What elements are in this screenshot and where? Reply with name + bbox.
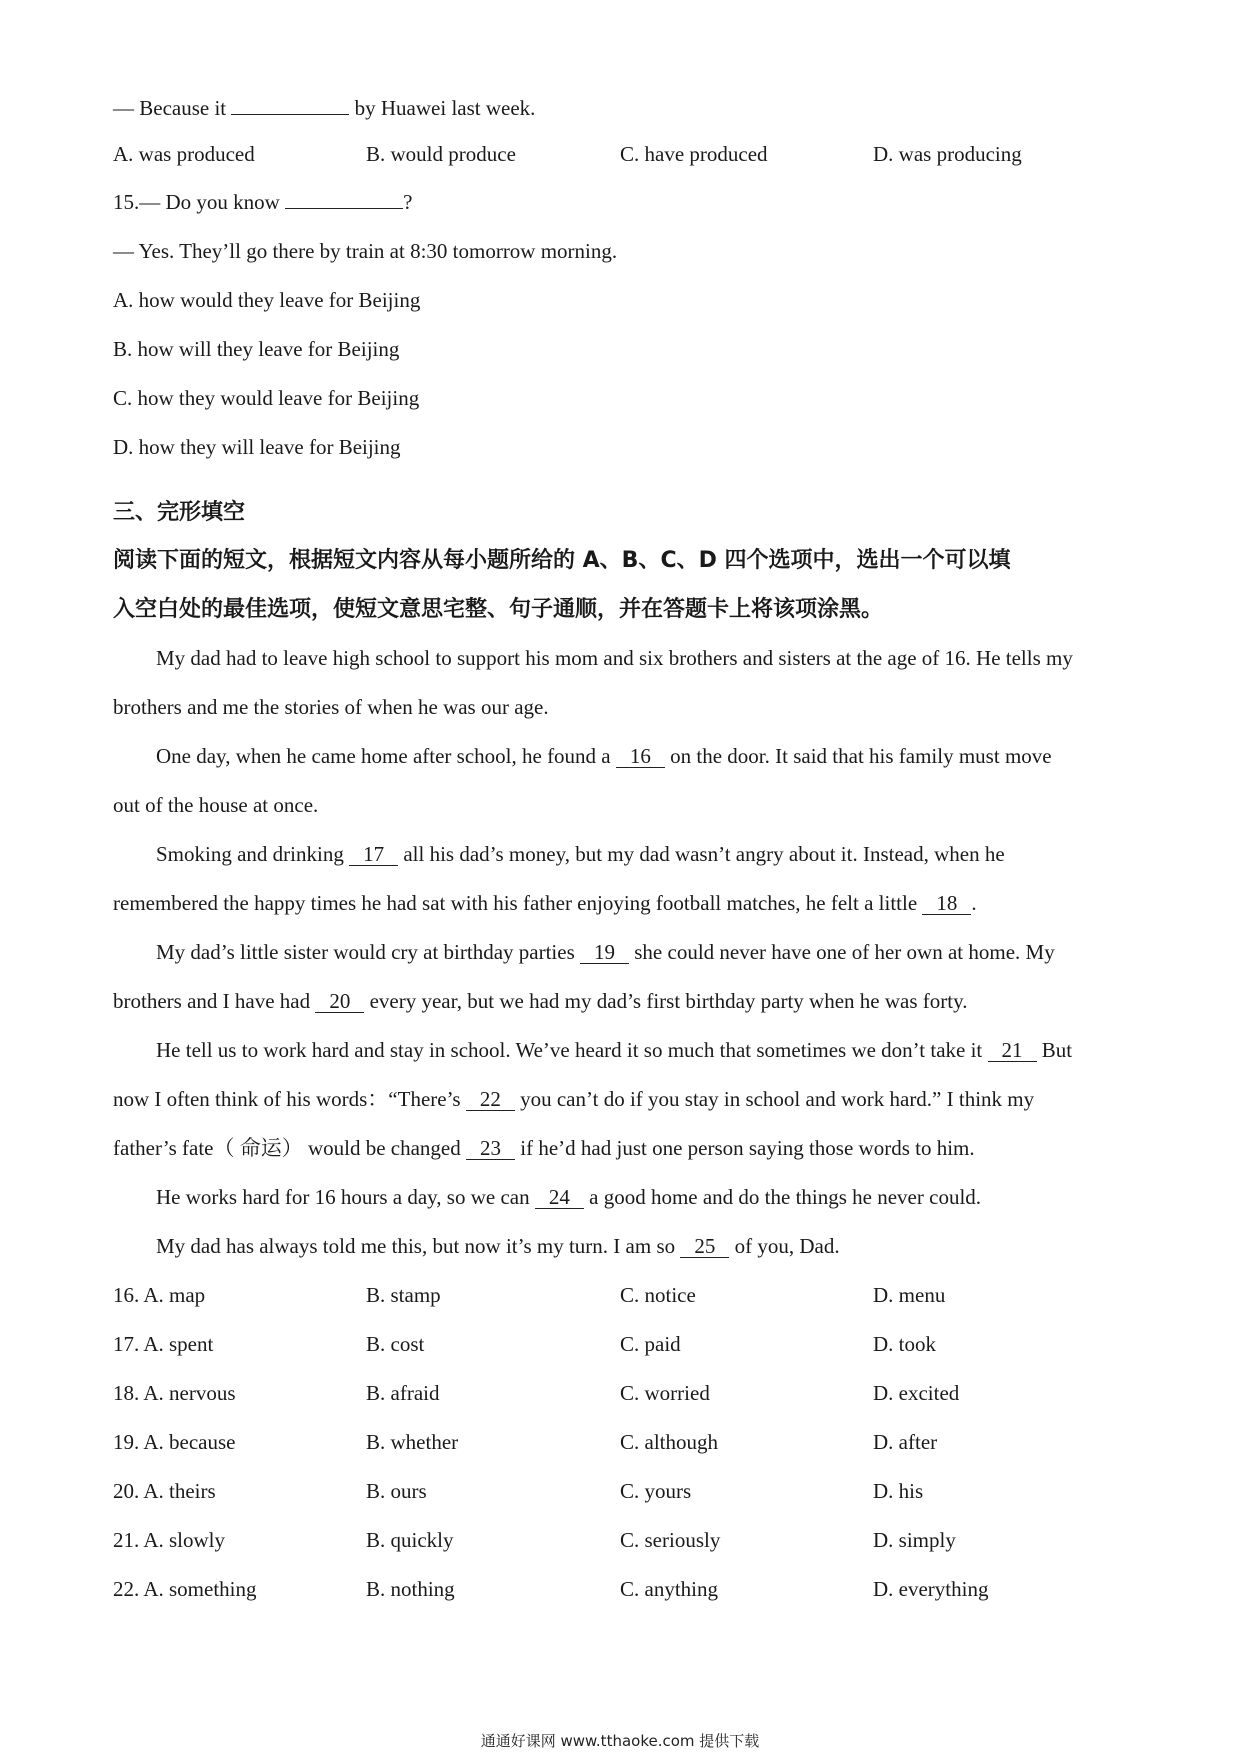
passage-text: on the door. It said that his family must move bbox=[670, 744, 1052, 768]
choice-option: B. nothing bbox=[366, 1577, 455, 1601]
passage-text: a good home and do the things he never could. bbox=[589, 1185, 982, 1209]
q15-blank bbox=[285, 190, 403, 209]
q15-question-line bbox=[113, 188, 412, 216]
passage-text: remembered the happy times he had sat with his father enjoying football matches, he felt a little bbox=[113, 891, 918, 915]
passage-text: He tell us to work hard and stay in school. We’ve heard it so much that sometimes we don’t take it bbox=[156, 1038, 983, 1062]
blank-16: 16 bbox=[616, 745, 665, 768]
passage-text: brothers and I have had bbox=[113, 989, 311, 1013]
q14-options bbox=[113, 140, 1113, 168]
choice-option: 19. A. because bbox=[113, 1430, 236, 1454]
choice-option: C. paid bbox=[620, 1332, 681, 1356]
choice-option: 18. A. nervous bbox=[113, 1381, 236, 1405]
choice-option: D. his bbox=[873, 1479, 924, 1503]
choice-option: 21. A. slowly bbox=[113, 1528, 226, 1552]
q15-option-d: D. how they will leave for Beijing bbox=[113, 435, 401, 459]
choice-option: D. took bbox=[873, 1332, 936, 1356]
choice-option: C. seriously bbox=[620, 1528, 721, 1552]
blank-19: 19 bbox=[580, 941, 629, 964]
passage-p5-line3 bbox=[113, 1134, 975, 1162]
passage-p2-line2: out of the house at once. bbox=[113, 793, 319, 817]
passage-text: My dad has always told me this, but now it’s my turn. I am so bbox=[156, 1234, 676, 1258]
choice-option: C. yours bbox=[620, 1479, 692, 1503]
passage-p1-line1: My dad had to leave high school to support his mom and six brothers and sisters at the age of 16. He tells my bbox=[156, 646, 1073, 670]
passage-p1-line2: brothers and me the stories of when he was our age. bbox=[113, 695, 549, 719]
passage-text: every year, but we had my dad’s first birthday party when he was forty. bbox=[369, 989, 968, 1013]
passage-text: of you, Dad. bbox=[734, 1234, 840, 1258]
q14-answer-prefix: — Because it bbox=[113, 96, 227, 120]
choices-21 bbox=[113, 1526, 1113, 1554]
passage-text: But bbox=[1041, 1038, 1073, 1062]
section-instruction-line1: 阅读下面的短文，根据短文内容从每小题所给的 A、B、C、D 四个选项中，选出一个可以填 bbox=[113, 548, 1011, 573]
choice-option: D. after bbox=[873, 1430, 938, 1454]
q15-option-b: B. how will they leave for Beijing bbox=[113, 337, 400, 361]
q15-question-prefix: 15.— Do you know bbox=[113, 190, 280, 214]
blank-17: 17 bbox=[349, 843, 398, 866]
passage-text: . bbox=[971, 891, 977, 915]
choice-option: D. menu bbox=[873, 1283, 946, 1307]
passage-text: she could never have one of her own at home. My bbox=[634, 940, 1055, 964]
choice-option: B. cost bbox=[366, 1332, 425, 1356]
choice-option: D. simply bbox=[873, 1528, 956, 1552]
passage-p5-line1 bbox=[156, 1036, 1072, 1064]
passage-text: all his dad’s money, but my dad wasn’t angry about it. Instead, when he bbox=[403, 842, 1005, 866]
passage-p7 bbox=[156, 1232, 840, 1260]
passage-text: My dad’s little sister would cry at birthday parties bbox=[156, 940, 575, 964]
section-instruction-line2: 入空白处的最佳选项，使短文意思宅整、句子通顺，并在答题卡上将该项涂黑。 bbox=[113, 597, 884, 622]
choices-19 bbox=[113, 1428, 1113, 1456]
choice-option: B. whether bbox=[366, 1430, 459, 1454]
choice-option: 17. A. spent bbox=[113, 1332, 214, 1356]
blank-25: 25 bbox=[680, 1235, 729, 1258]
passage-p6 bbox=[156, 1183, 981, 1211]
q14-option-d: D. was producing bbox=[873, 142, 1022, 166]
passage-text: now I often think of his words：“There’s bbox=[113, 1087, 461, 1111]
choice-option: B. afraid bbox=[366, 1381, 440, 1405]
choice-option: C. although bbox=[620, 1430, 718, 1454]
q14-option-b: B. would produce bbox=[366, 142, 516, 166]
passage-p3-line2 bbox=[113, 889, 977, 917]
choice-option: B. stamp bbox=[366, 1283, 441, 1307]
passage-text: Smoking and drinking bbox=[156, 842, 344, 866]
blank-18: 18 bbox=[922, 892, 971, 915]
passage-p4-line1 bbox=[156, 938, 1055, 966]
choice-option: 16. A. map bbox=[113, 1283, 206, 1307]
q14-answer-suffix: by Huawei last week. bbox=[354, 96, 536, 120]
choices-22 bbox=[113, 1575, 1113, 1603]
choices-18 bbox=[113, 1379, 1113, 1407]
passage-p5-line2 bbox=[113, 1085, 1034, 1113]
q14-blank bbox=[231, 96, 349, 115]
passage-text: if he’d had just one person saying those words to him. bbox=[520, 1136, 975, 1160]
choices-20 bbox=[113, 1477, 1113, 1505]
choice-option: D. excited bbox=[873, 1381, 960, 1405]
passage-text: He works hard for 16 hours a day, so we can bbox=[156, 1185, 530, 1209]
q14-option-a: A. was produced bbox=[113, 142, 255, 166]
blank-22: 22 bbox=[466, 1088, 515, 1111]
passage-text: father’s fate（ 命运） would be changed bbox=[113, 1136, 461, 1160]
section-title: 三、完形填空 bbox=[113, 500, 246, 525]
page-footer: 通通好课网 www.tthaoke.com 提供下载 bbox=[480, 1732, 760, 1750]
choice-option: C. notice bbox=[620, 1283, 696, 1307]
blank-23: 23 bbox=[466, 1137, 515, 1160]
passage-p3-line1 bbox=[156, 840, 1005, 868]
q14-option-c: C. have produced bbox=[620, 142, 768, 166]
passage-text: One day, when he came home after school, he found a bbox=[156, 744, 611, 768]
choices-16 bbox=[113, 1281, 1113, 1309]
q15-answer: — Yes. They’ll go there by train at 8:30 tomorrow morning. bbox=[113, 239, 618, 263]
choice-option: D. everything bbox=[873, 1577, 989, 1601]
blank-21: 21 bbox=[988, 1039, 1037, 1062]
choice-option: C. worried bbox=[620, 1381, 710, 1405]
q15-question-suffix: ? bbox=[403, 190, 413, 214]
q15-option-a: A. how would they leave for Beijing bbox=[113, 288, 421, 312]
blank-20: 20 bbox=[315, 990, 364, 1013]
q15-option-c: C. how they would leave for Beijing bbox=[113, 386, 420, 410]
blank-24: 24 bbox=[535, 1186, 584, 1209]
choice-option: 20. A. theirs bbox=[113, 1479, 216, 1503]
choice-option: C. anything bbox=[620, 1577, 718, 1601]
passage-p4-line2 bbox=[113, 987, 967, 1015]
q14-answer-line bbox=[113, 94, 535, 122]
passage-text: you can’t do if you stay in school and work hard.” I think my bbox=[520, 1087, 1035, 1111]
choice-option: B. ours bbox=[366, 1479, 427, 1503]
choice-option: 22. A. something bbox=[113, 1577, 257, 1601]
choices-17 bbox=[113, 1330, 1113, 1358]
choice-option: B. quickly bbox=[366, 1528, 454, 1552]
passage-p2-line1 bbox=[156, 742, 1052, 770]
